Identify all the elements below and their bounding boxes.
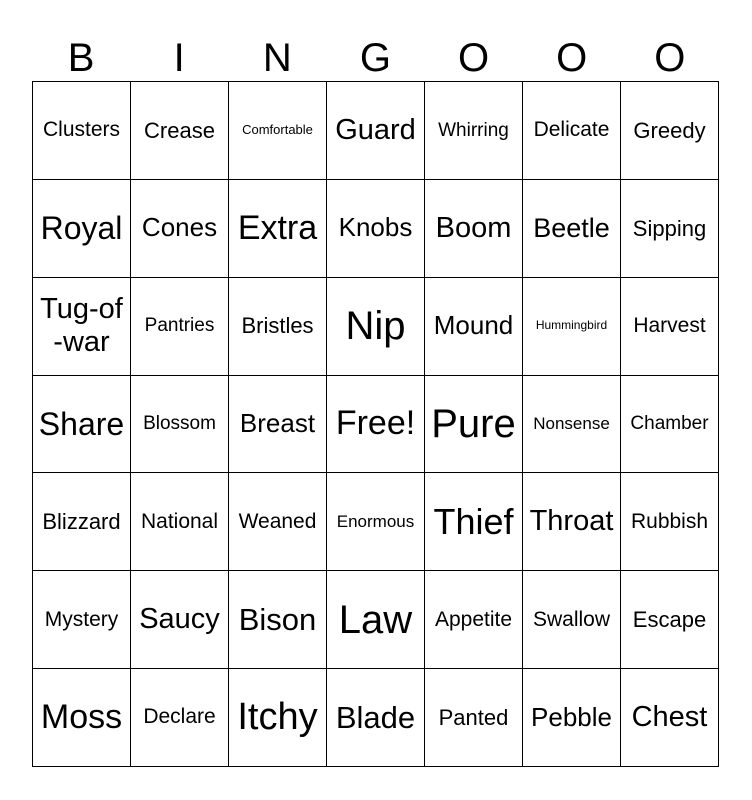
cell-word: Bristles <box>241 313 314 339</box>
bingo-cell[interactable] <box>131 473 229 571</box>
header-letter-g: G <box>359 36 391 80</box>
cell-word: Itchy <box>237 695 318 738</box>
bingo-cell[interactable] <box>523 82 621 180</box>
bingo-cell[interactable] <box>621 376 719 474</box>
cell-word: Free! <box>335 404 416 443</box>
bingo-cell[interactable] <box>33 82 131 180</box>
bingo-cell[interactable] <box>229 82 327 180</box>
bingo-cell[interactable] <box>229 376 327 474</box>
bingo-cell[interactable] <box>621 278 719 376</box>
bingo-cell[interactable] <box>33 180 131 278</box>
bingo-cell[interactable] <box>131 669 229 767</box>
bingo-cell[interactable] <box>33 571 131 669</box>
cell-word: Delicate <box>533 118 610 142</box>
bingo-cell[interactable] <box>327 278 425 376</box>
header-letter-i: I <box>173 36 185 80</box>
cell-word: Nonsense <box>533 414 610 434</box>
cell-word: Weaned <box>238 509 317 533</box>
bingo-cell[interactable] <box>131 571 229 669</box>
cell-word: Clusters <box>42 118 121 142</box>
cell-word: Comfortable <box>242 121 313 137</box>
bingo-cell[interactable] <box>523 571 621 669</box>
bingo-cell[interactable] <box>229 473 327 571</box>
cell-word: Knobs <box>338 212 413 243</box>
bingo-cell[interactable] <box>33 376 131 474</box>
cell-word: Pure <box>431 401 516 446</box>
bingo-cell[interactable] <box>33 278 131 376</box>
bingo-cell[interactable] <box>229 571 327 669</box>
header-letter-o-3: O <box>654 36 686 80</box>
cell-word: Chest <box>631 700 708 733</box>
cell-word: Extra <box>237 208 318 247</box>
bingo-card-grid <box>32 81 719 767</box>
cell-word: Whirring <box>438 119 509 141</box>
bingo-cell[interactable] <box>523 376 621 474</box>
bingo-cell[interactable] <box>229 180 327 278</box>
bingo-cell[interactable] <box>621 669 719 767</box>
bingo-cell[interactable] <box>327 180 425 278</box>
cell-word: Bison <box>238 601 317 637</box>
cell-word: Boom <box>435 211 512 244</box>
cell-word: Hummingbird <box>535 318 608 333</box>
bingo-cell[interactable] <box>327 82 425 180</box>
bingo-cell[interactable] <box>131 278 229 376</box>
bingo-cell[interactable] <box>229 669 327 767</box>
bingo-cell[interactable] <box>425 669 523 767</box>
cell-word: Pantries <box>144 315 215 337</box>
cell-word: Swallow <box>532 607 611 631</box>
bingo-cell[interactable] <box>523 180 621 278</box>
cell-word: Enormous <box>336 512 415 532</box>
bingo-cell[interactable] <box>425 571 523 669</box>
bingo-cell[interactable] <box>523 473 621 571</box>
bingo-cell[interactable] <box>425 180 523 278</box>
bingo-cell[interactable] <box>33 669 131 767</box>
cell-word: Harvest <box>633 314 706 338</box>
cell-word: Throat <box>529 505 614 538</box>
cell-word: Mound <box>433 310 514 341</box>
cell-word: National <box>140 509 219 533</box>
bingo-cell[interactable] <box>621 180 719 278</box>
bingo-cell[interactable] <box>621 473 719 571</box>
cell-word: Nip <box>345 304 406 349</box>
header-letter-b: B <box>67 36 95 80</box>
cell-word: Saucy <box>139 603 220 636</box>
cell-word: Thief <box>433 501 514 543</box>
cell-word: Blossom <box>143 413 216 435</box>
bingo-cell[interactable] <box>425 376 523 474</box>
bingo-cell[interactable] <box>131 82 229 180</box>
cell-word: Greedy <box>633 117 706 143</box>
cell-word: Pebble <box>531 701 612 732</box>
header-letter-o: O <box>458 36 490 80</box>
bingo-cell[interactable] <box>33 473 131 571</box>
bingo-cell[interactable] <box>131 180 229 278</box>
cell-word: Law <box>338 597 413 642</box>
bingo-cell[interactable] <box>327 571 425 669</box>
cell-word: Breast <box>239 408 316 439</box>
cell-word: Declare <box>143 705 216 729</box>
header-letter-o-2: O <box>556 36 588 80</box>
cell-word: Beetle <box>533 212 610 243</box>
cell-word: Appetite <box>434 607 513 631</box>
cell-word: Rubbish <box>630 509 709 533</box>
bingo-cell[interactable] <box>131 376 229 474</box>
header-letter-n: N <box>262 36 292 80</box>
cell-word: Crease <box>144 117 215 143</box>
cell-word: Share <box>38 405 125 442</box>
bingo-header <box>32 34 719 82</box>
cell-word: Chamber <box>630 413 709 435</box>
bingo-cell[interactable] <box>523 278 621 376</box>
bingo-cell[interactable] <box>327 376 425 474</box>
cell-word: Moss <box>40 698 123 737</box>
bingo-cell[interactable] <box>523 669 621 767</box>
bingo-cell[interactable] <box>425 82 523 180</box>
bingo-cell[interactable] <box>327 473 425 571</box>
cell-word: Sipping <box>632 215 707 241</box>
cell-word: Cones <box>141 212 218 243</box>
bingo-cell[interactable] <box>621 571 719 669</box>
bingo-cell[interactable] <box>229 278 327 376</box>
cell-word: Escape <box>632 607 707 633</box>
bingo-cell[interactable] <box>425 278 523 376</box>
cell-word: Blade <box>335 699 416 735</box>
bingo-cell[interactable] <box>621 82 719 180</box>
cell-word: Royal <box>40 209 123 246</box>
cell-word: Mystery <box>44 607 119 631</box>
bingo-cell[interactable] <box>425 473 523 571</box>
cell-word: Blizzard <box>42 509 121 535</box>
bingo-cell[interactable] <box>327 669 425 767</box>
cell-word: Panted <box>438 704 509 730</box>
cell-word: Guard <box>335 113 416 146</box>
cell-word: Tug-of-war <box>40 292 123 359</box>
